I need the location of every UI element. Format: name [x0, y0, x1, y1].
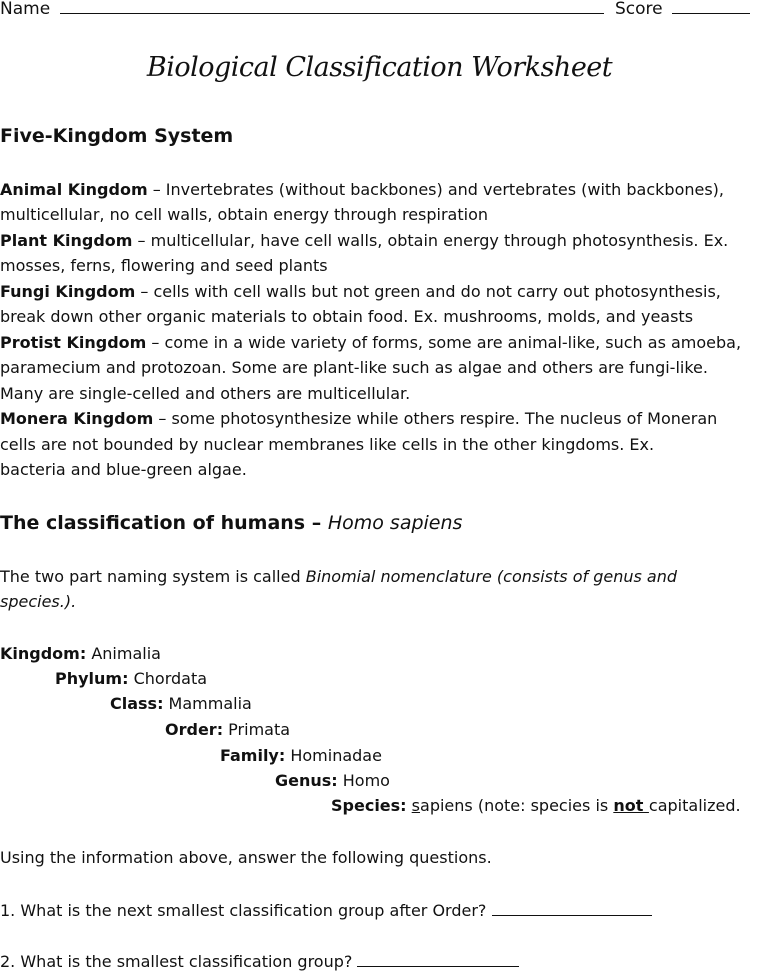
animal-kingdom-line-1 — [0, 180, 724, 200]
rank-order — [165, 720, 290, 740]
rank-order-value: Primata — [223, 720, 291, 739]
monera-kingdom-line-1 — [0, 409, 717, 429]
rank-class-label: Class: — [110, 694, 164, 713]
question-2 — [0, 950, 519, 972]
rank-species-first-letter: s — [411, 796, 421, 815]
rank-species-not: not — [613, 796, 649, 815]
binomial-intro-text: The two part naming system is called — [0, 567, 306, 586]
fungi-kingdom-line-1 — [0, 282, 721, 302]
rank-phylum-label: Phylum: — [55, 669, 129, 688]
name-field[interactable] — [60, 0, 604, 14]
rank-species-end: capitalized. — [648, 796, 741, 815]
five-kingdom-heading: Five-Kingdom System — [0, 125, 234, 147]
rank-class-value: Mammalia — [163, 694, 252, 713]
fungi-kingdom-label: Fungi Kingdom — [0, 282, 136, 301]
rank-genus — [275, 771, 390, 791]
monera-kingdom-line-2: cells are not bounded by nuclear membranes like cells in the other kingdoms. Ex. — [0, 435, 655, 454]
rank-order-label: Order: — [165, 720, 224, 739]
animal-kingdom-label: Animal Kingdom — [0, 180, 148, 199]
rank-genus-label: Genus: — [275, 771, 338, 790]
binomial-intro-line-1 — [0, 567, 677, 587]
question-1-answer-field[interactable] — [492, 899, 652, 916]
plant-kingdom-label: Plant Kingdom — [0, 231, 133, 250]
rank-species-label: Species: — [331, 796, 407, 815]
question-2-text: 2. What is the smallest classification group? — [0, 952, 353, 971]
score-label: Score — [614, 0, 663, 19]
protist-kingdom-line-3: Many are single-celled and others are multicellular. — [0, 384, 411, 403]
worksheet-title: Biological Classification Worksheet — [146, 52, 613, 83]
plant-kingdom-text: – multicellular, have cell walls, obtain energy through photosynthesis. Ex. — [132, 231, 729, 250]
humans-heading-species: Homo sapiens — [327, 512, 463, 534]
rank-family-label: Family: — [220, 746, 286, 765]
protist-kingdom-text: – come in a wide variety of forms, some are animal-like, such as amoeba, — [146, 333, 742, 352]
question-2-answer-field[interactable] — [357, 950, 519, 967]
rank-kingdom-value: Animalia — [86, 644, 161, 663]
binomial-intro-italic: Binomial nomenclature (consists of genus and — [305, 567, 677, 586]
fungi-kingdom-text: – cells with cell walls but not green and do not carry out photosynthesis, — [135, 282, 721, 301]
humans-heading-text: The classification of humans – — [0, 512, 328, 534]
question-1 — [0, 899, 652, 921]
rank-species — [331, 796, 741, 816]
rank-phylum — [55, 669, 207, 689]
fungi-kingdom-line-2: break down other organic materials to obtain food. Ex. mushrooms, molds, and yeasts — [0, 307, 694, 326]
rank-class — [110, 694, 252, 714]
rank-species-rest: apiens (note: species is — [420, 796, 614, 815]
rank-family — [220, 746, 382, 766]
plant-kingdom-line-1 — [0, 231, 728, 251]
plant-kingdom-line-2: mosses, ferns, flowering and seed plants — [0, 256, 328, 275]
name-label: Name — [0, 0, 51, 19]
animal-kingdom-text: – Invertebrates (without backbones) and vertebrates (with backbones), — [147, 180, 724, 199]
protist-kingdom-label: Protist Kingdom — [0, 333, 147, 352]
rank-kingdom-label: Kingdom: — [0, 644, 87, 663]
monera-kingdom-label: Monera Kingdom — [0, 409, 154, 428]
humans-heading — [0, 513, 462, 533]
binomial-intro-line-2: species.). — [0, 592, 77, 611]
questions-instructions: Using the information above, answer the following questions. — [0, 848, 492, 867]
rank-kingdom — [0, 644, 161, 664]
monera-kingdom-line-3: bacteria and blue-green algae. — [0, 460, 247, 479]
protist-kingdom-line-2: paramecium and protozoan. Some are plant-like such as algae and others are fungi-like. — [0, 358, 708, 377]
monera-kingdom-text: – some photosynthesize while others respire. The nucleus of Moneran — [153, 409, 718, 428]
protist-kingdom-line-1 — [0, 333, 741, 353]
rank-genus-value: Homo — [337, 771, 390, 790]
rank-phylum-value: Chordata — [128, 669, 208, 688]
score-field[interactable] — [672, 0, 750, 14]
rank-family-value: Hominadae — [285, 746, 382, 765]
animal-kingdom-line-2: multicellular, no cell walls, obtain energy through respiration — [0, 205, 489, 224]
question-1-text: 1. What is the next smallest classification group after Order? — [0, 901, 487, 920]
header-row — [0, 0, 759, 19]
